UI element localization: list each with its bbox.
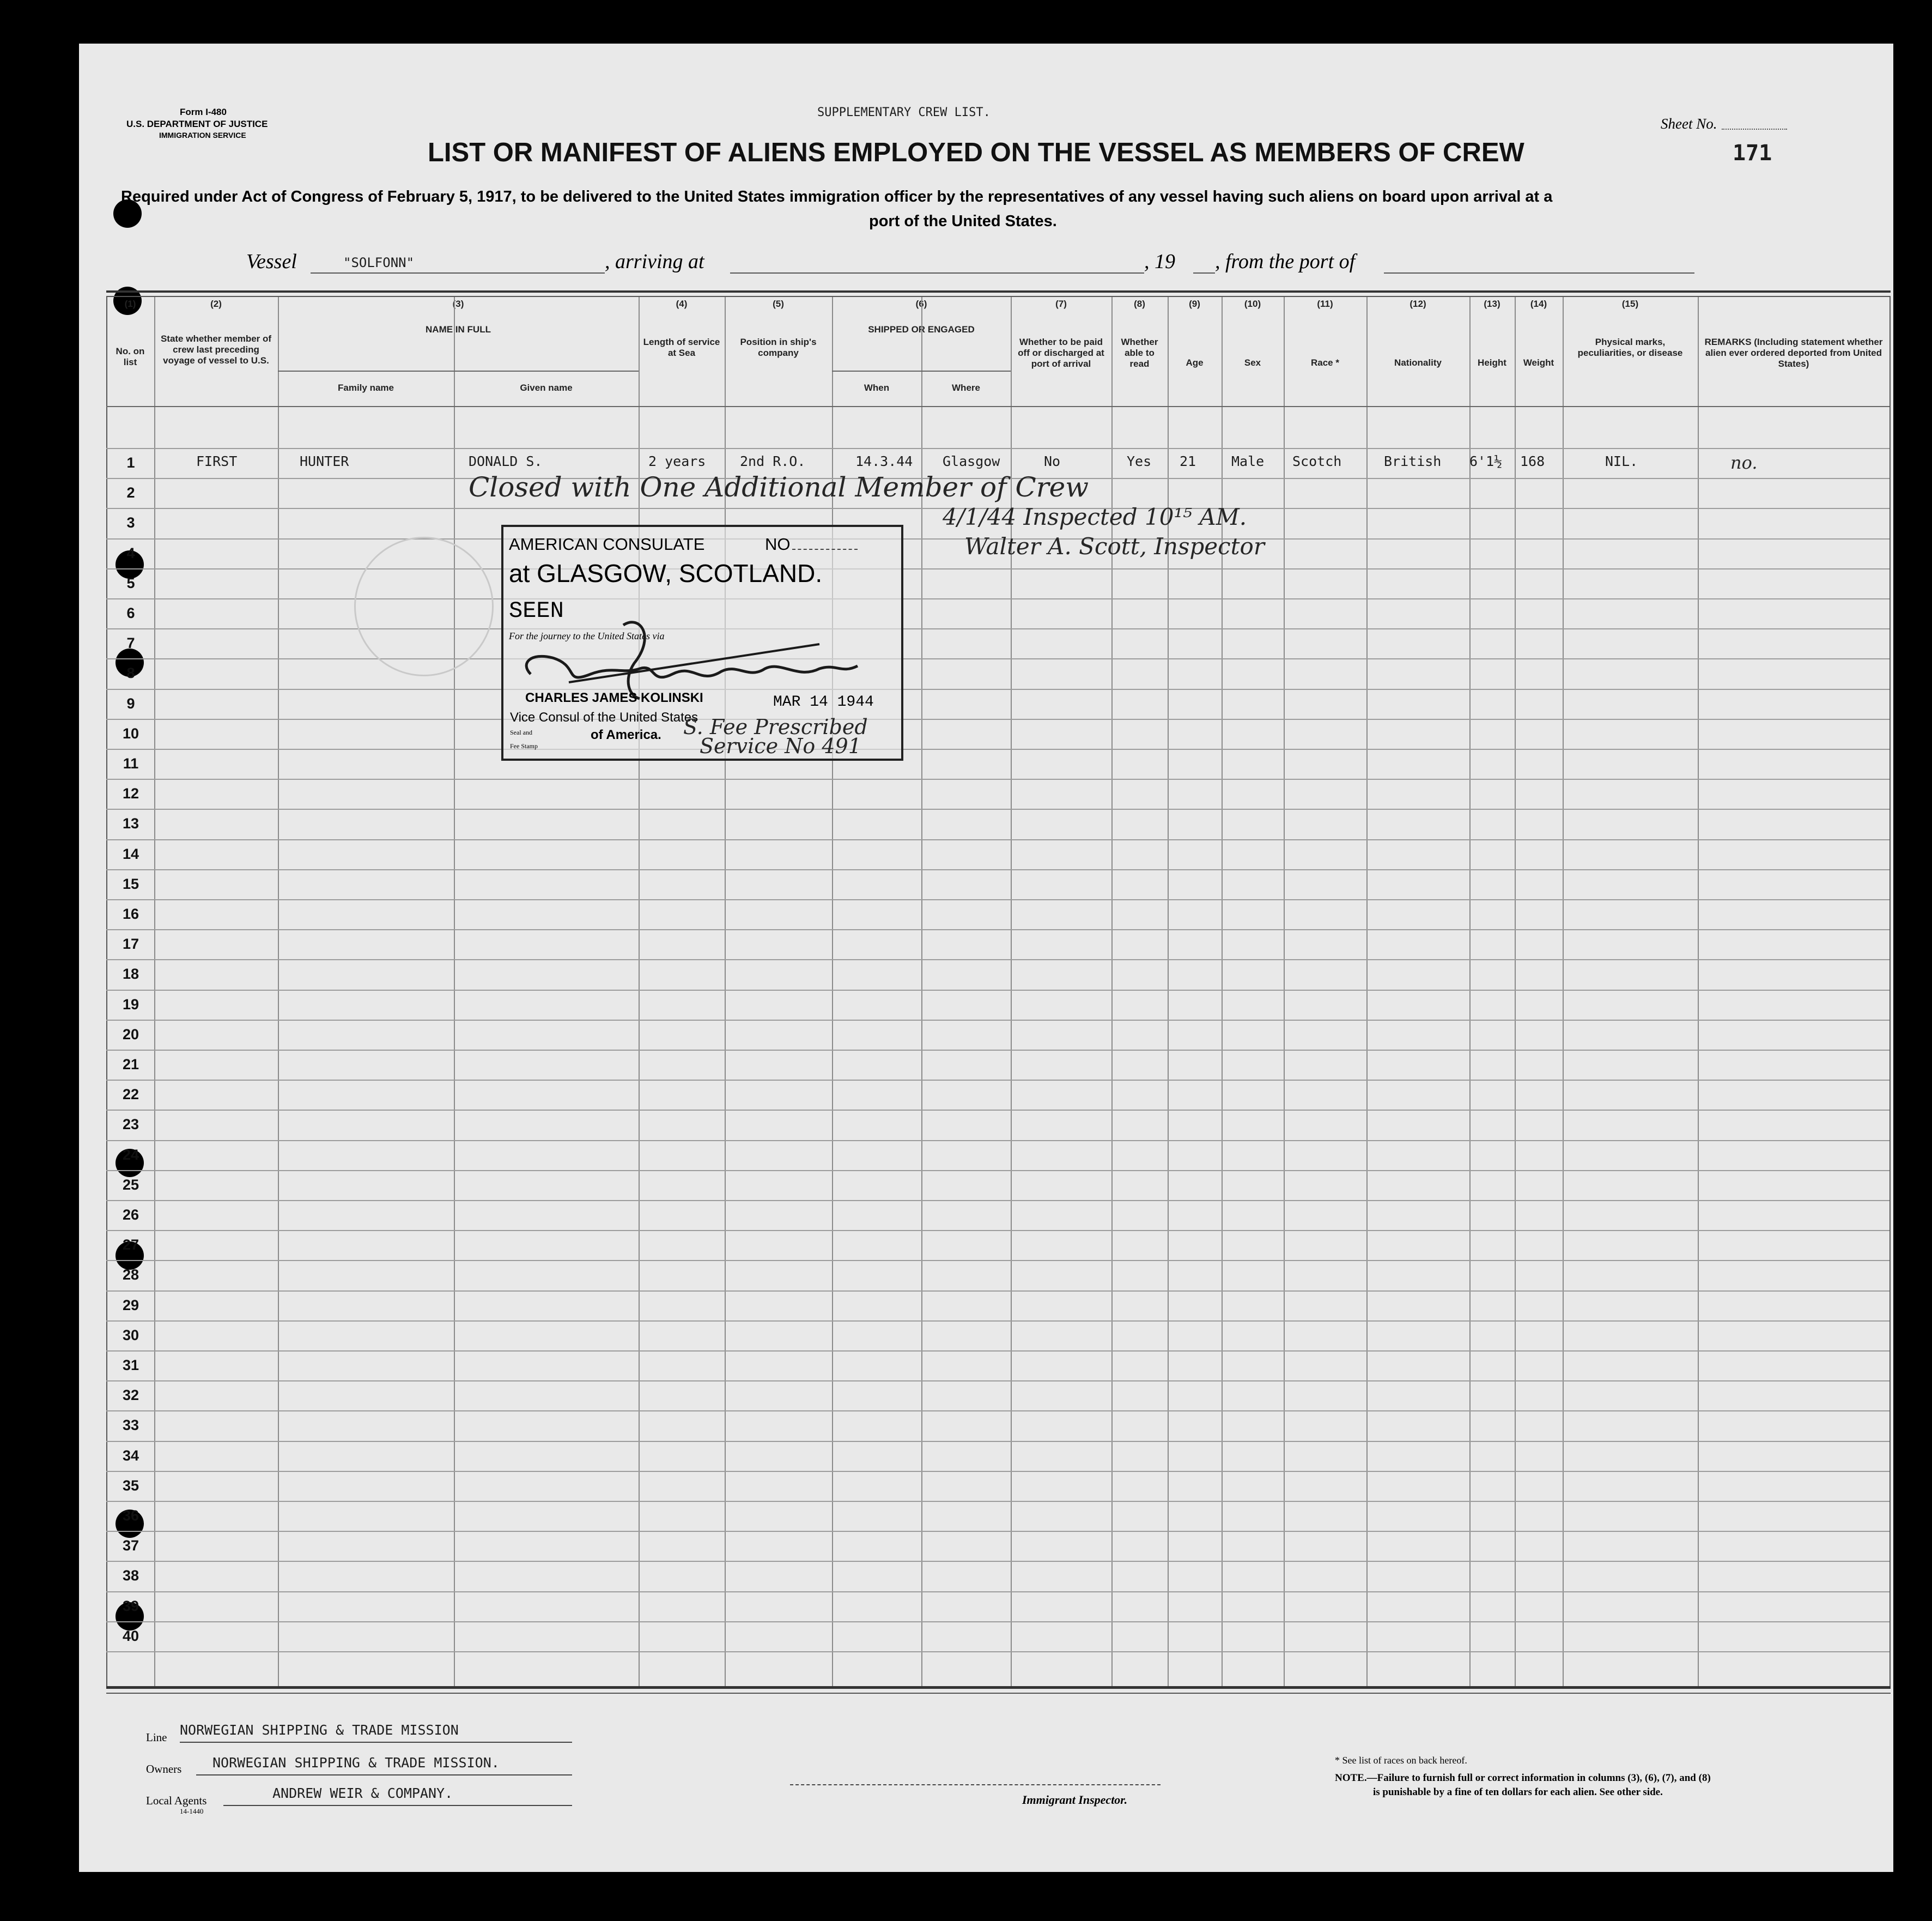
column-number: (3) <box>452 299 464 309</box>
column-number: (12) <box>1409 299 1426 309</box>
row-rule <box>106 1170 1890 1171</box>
row-number: 17 <box>122 936 139 952</box>
subtitle-line-2: port of the United States. <box>869 213 1057 230</box>
row-number: 36 <box>122 1507 139 1524</box>
subheader-rule <box>278 371 639 372</box>
column-label: Whether able to read <box>1121 337 1158 369</box>
cell-age: 21 <box>1180 453 1196 469</box>
row-number: 33 <box>122 1417 139 1433</box>
row-rule <box>106 1380 1890 1381</box>
subheader-rule <box>832 371 1011 372</box>
column-label: Weight <box>1523 357 1554 368</box>
row-number: 9 <box>126 695 135 712</box>
row-rule <box>106 959 1890 960</box>
row-number: 13 <box>122 815 139 832</box>
row-rule <box>106 448 1890 449</box>
stamp-no-line <box>792 549 858 550</box>
owners-label: Owners <box>146 1762 182 1775</box>
vessel-underline <box>311 272 605 274</box>
stamp-location: at GLASGOW, SCOTLAND. <box>509 559 823 587</box>
stamp-fee: S. Fee Prescribed <box>683 715 868 739</box>
row-rule <box>106 1230 1890 1231</box>
row-number: 38 <box>122 1567 139 1584</box>
column-label: Whether to be paid off or discharged at port of arrival <box>1018 337 1104 369</box>
owners-underline <box>196 1774 572 1775</box>
vessel-label: Vessel <box>246 250 297 273</box>
row-number: 18 <box>122 966 139 982</box>
stamp-service-no: Service No 491 <box>700 734 861 758</box>
inspector-signature-line <box>790 1784 1161 1785</box>
row-number: 29 <box>122 1297 139 1313</box>
row-number: 7 <box>126 635 135 651</box>
row-rule <box>106 1200 1890 1201</box>
stamp-date: MAR 14 1944 <box>773 694 874 711</box>
stamp-consulate: AMERICAN CONSULATE <box>509 535 705 554</box>
column-label: REMARKS (Including statement whether alien ever ordered deported from United States) <box>1704 337 1883 369</box>
row-number: 22 <box>122 1086 139 1102</box>
column-rule <box>725 297 726 1686</box>
row-number: 25 <box>122 1177 139 1193</box>
row-rule <box>106 1471 1890 1472</box>
table-top-rule-2 <box>106 296 1891 297</box>
row-number: 26 <box>122 1207 139 1223</box>
year-underline <box>1193 272 1215 274</box>
row-rule <box>106 1531 1890 1532</box>
column-label: Length of service at Sea <box>643 337 720 358</box>
column-rule <box>1890 297 1891 1686</box>
row-rule <box>106 1410 1890 1411</box>
service-name: IMMIGRATION SERVICE <box>159 131 246 140</box>
line-value: NORWEGIAN SHIPPING & TRADE MISSION <box>180 1722 459 1738</box>
row-rule <box>106 1320 1890 1322</box>
row-number: 23 <box>122 1116 139 1132</box>
row-number: 14 <box>122 846 139 862</box>
table-top-rule <box>106 290 1891 293</box>
stamp-small-2: Fee Stamp <box>510 742 538 750</box>
year-label: , 19 <box>1144 250 1175 273</box>
row-number: 1 <box>126 455 135 471</box>
form-code: 14-1440 <box>180 1807 204 1815</box>
arriving-label: , arriving at <box>605 250 704 273</box>
from-port-label: , from the port of <box>1215 250 1356 273</box>
row-rule <box>106 1140 1890 1141</box>
row-rule <box>106 990 1890 991</box>
column-number: (8) <box>1134 299 1145 309</box>
column-rule <box>154 297 155 1686</box>
row-number: 4 <box>126 545 135 561</box>
row-number: 35 <box>122 1477 139 1494</box>
supplementary-label: SUPPLEMENTARY CREW LIST. <box>817 106 991 119</box>
row-rule <box>106 899 1890 900</box>
row-number: 15 <box>122 876 139 892</box>
consul-signature <box>514 614 863 701</box>
row-rule <box>106 749 1890 750</box>
row-number: 31 <box>122 1357 139 1373</box>
column-label: No. on list <box>116 346 145 367</box>
row-number: 21 <box>122 1056 139 1072</box>
row-number: 32 <box>122 1387 139 1403</box>
agents-underline <box>223 1805 572 1806</box>
row-rule <box>106 1260 1890 1261</box>
faint-seal <box>354 537 494 676</box>
column-label: Nationality <box>1394 357 1442 368</box>
row-number: 37 <box>122 1537 139 1554</box>
column-number: (5) <box>773 299 784 309</box>
column-rule <box>1515 297 1516 1686</box>
column-number: (6) <box>915 299 927 309</box>
column-number: (1) <box>124 299 136 309</box>
footer-rule <box>106 1686 1891 1689</box>
row-rule <box>106 719 1890 720</box>
column-sublabel: When <box>864 383 890 393</box>
column-label: Sex <box>1244 357 1261 368</box>
row-number: 30 <box>122 1327 139 1343</box>
row-number: 27 <box>122 1237 139 1253</box>
column-sublabel: Given name <box>520 383 573 393</box>
row-rule <box>106 1441 1890 1442</box>
page-title: LIST OR MANIFEST OF ALIENS EMPLOYED ON THE VESSEL AS MEMBERS OF CREW <box>428 138 1524 167</box>
vessel-name: "SOLFONN" <box>343 255 415 270</box>
column-number: (15) <box>1621 299 1639 309</box>
column-rule <box>278 297 279 1686</box>
row-rule <box>106 1501 1890 1502</box>
sheet-line <box>1722 129 1787 130</box>
row-number: 20 <box>122 1026 139 1043</box>
cell-position: 2nd R.O. <box>740 453 806 469</box>
row-rule <box>106 689 1890 690</box>
row-number: 24 <box>122 1147 139 1163</box>
column-rule <box>639 297 640 1686</box>
column-label: State whether member of crew last preceding voyage of vessel to U.S. <box>160 334 272 366</box>
cell-where: Glasgow <box>943 453 1000 469</box>
cell-sex: Male <box>1231 453 1265 469</box>
cell-physical: NIL. <box>1605 453 1638 469</box>
column-label: SHIPPED OR ENGAGED <box>868 324 975 335</box>
column-number: (7) <box>1055 299 1067 309</box>
stamp-title-2: of America. <box>591 728 661 742</box>
stamp-seen: SEEN <box>509 598 564 624</box>
penalty-note-2: is punishable by a fine of ten dollars for each alien. See other side. <box>1373 1786 1663 1798</box>
sheet-label: Sheet No. <box>1661 116 1717 132</box>
column-rule <box>921 297 922 1686</box>
row-rule <box>106 779 1890 780</box>
column-rule <box>1563 297 1564 1686</box>
cell-when: 14.3.44 <box>855 453 913 469</box>
row-number: 16 <box>122 906 139 922</box>
column-label: Physical marks, peculiarities, or disease <box>1577 337 1683 358</box>
cell-family-name: HUNTER <box>300 453 349 469</box>
row-number: 39 <box>122 1598 139 1614</box>
column-number: (9) <box>1189 299 1200 309</box>
column-rule <box>1698 297 1699 1686</box>
column-number: (2) <box>210 299 222 309</box>
row-rule <box>106 1290 1890 1292</box>
sheet-number: 171 <box>1733 141 1772 166</box>
arriving-underline <box>730 272 1144 274</box>
column-rule <box>454 297 455 1686</box>
row-rule <box>106 1651 1890 1652</box>
column-number: (14) <box>1530 299 1547 309</box>
row-rule <box>106 1350 1890 1352</box>
row-rule <box>106 839 1890 840</box>
cell-nationality: British <box>1384 453 1442 469</box>
column-label: Height <box>1478 357 1506 368</box>
header-bottom-rule <box>106 406 1890 407</box>
row-rule <box>106 1591 1890 1592</box>
cell-remarks: no. <box>1730 452 1758 473</box>
cell-race: Scotch <box>1292 453 1342 469</box>
row-rule <box>106 1621 1890 1622</box>
from-port-underline <box>1384 272 1694 274</box>
row-number: 6 <box>126 605 135 621</box>
inspected-note: 4/1/44 Inspected 10¹⁵ AM. <box>943 504 1247 530</box>
cell-prev-voyage: FIRST <box>196 453 238 469</box>
row-number: 3 <box>126 514 135 531</box>
row-rule <box>106 1110 1890 1111</box>
row-number: 5 <box>126 575 135 591</box>
column-rule <box>1284 297 1285 1686</box>
cell-given-name: DONALD S. <box>469 453 543 469</box>
column-label: Position in ship's company <box>740 337 817 358</box>
inspector-note: Walter A. Scott, Inspector <box>964 533 1265 560</box>
department-name: U.S. DEPARTMENT OF JUSTICE <box>126 119 268 129</box>
column-number: (4) <box>676 299 688 309</box>
column-label: NAME IN FULL <box>426 324 491 335</box>
row-number: 2 <box>126 484 135 501</box>
column-number: (11) <box>1317 299 1333 309</box>
row-number: 19 <box>122 996 139 1013</box>
row-rule <box>106 1080 1890 1081</box>
stamp-no-label: NO <box>765 535 791 554</box>
row-rule <box>106 809 1890 810</box>
row-number: 8 <box>126 665 135 681</box>
cell-able-read: Yes <box>1127 453 1152 469</box>
row-rule <box>106 1020 1890 1021</box>
inspector-label: Immigrant Inspector. <box>1022 1793 1128 1807</box>
row-rule <box>106 1561 1890 1562</box>
owners-value: NORWEGIAN SHIPPING & TRADE MISSION. <box>212 1755 500 1771</box>
penalty-note: NOTE.—Failure to furnish full or correct information in columns (3), (6), (7), and (8) <box>1335 1772 1711 1784</box>
cell-length-service: 2 years <box>648 453 706 469</box>
column-rule <box>1469 297 1471 1686</box>
line-label: Line <box>146 1731 167 1744</box>
cell-height: 6'1½ <box>1469 453 1503 469</box>
stamp-consul-name: CHARLES JAMES KOLINSKI <box>525 690 703 705</box>
column-sublabel: Family name <box>338 383 394 393</box>
subtitle-line-1: Required under Act of Congress of February 5, 1917, to be delivered to the United States immigration officer by the representatives of any vessel having such aliens on board upon arrival at a <box>121 188 1553 205</box>
column-label: Age <box>1186 357 1204 368</box>
column-number: (10) <box>1244 299 1261 309</box>
closed-note: Closed with One Additional Member of Crew <box>469 471 1089 503</box>
manifest-page <box>79 44 1893 1872</box>
agents-value: ANDREW WEIR & COMPANY. <box>272 1785 453 1801</box>
cell-paid-off: No <box>1044 453 1061 469</box>
cell-weight: 168 <box>1520 453 1545 469</box>
row-number: 34 <box>122 1447 139 1464</box>
row-number: 28 <box>122 1266 139 1283</box>
column-sublabel: Where <box>952 383 980 393</box>
footer-rule-2 <box>106 1693 1891 1694</box>
row-number: 11 <box>123 755 139 772</box>
column-label: Race * <box>1311 357 1339 368</box>
stamp-small-1: Seal and <box>510 729 532 736</box>
row-number: 12 <box>122 785 139 802</box>
row-rule <box>106 929 1890 930</box>
consulate-stamp <box>501 525 903 761</box>
row-rule <box>106 658 1890 659</box>
form-number: Form I-480 <box>180 107 227 117</box>
column-rule <box>1366 297 1368 1686</box>
stamp-journey: For the journey to the United States via <box>509 631 665 641</box>
stamp-title-1: Vice Consul of the United States <box>510 710 698 725</box>
row-number: 10 <box>122 725 139 742</box>
agents-label: Local Agents <box>146 1794 207 1807</box>
row-rule <box>106 869 1890 870</box>
column-rule <box>832 297 833 1686</box>
row-rule <box>106 1050 1890 1051</box>
line-underline <box>180 1742 572 1743</box>
column-number: (13) <box>1484 299 1500 309</box>
races-note: * See list of races on back hereof. <box>1335 1755 1467 1766</box>
row-number: 40 <box>122 1628 139 1644</box>
column-rule <box>106 297 107 1686</box>
